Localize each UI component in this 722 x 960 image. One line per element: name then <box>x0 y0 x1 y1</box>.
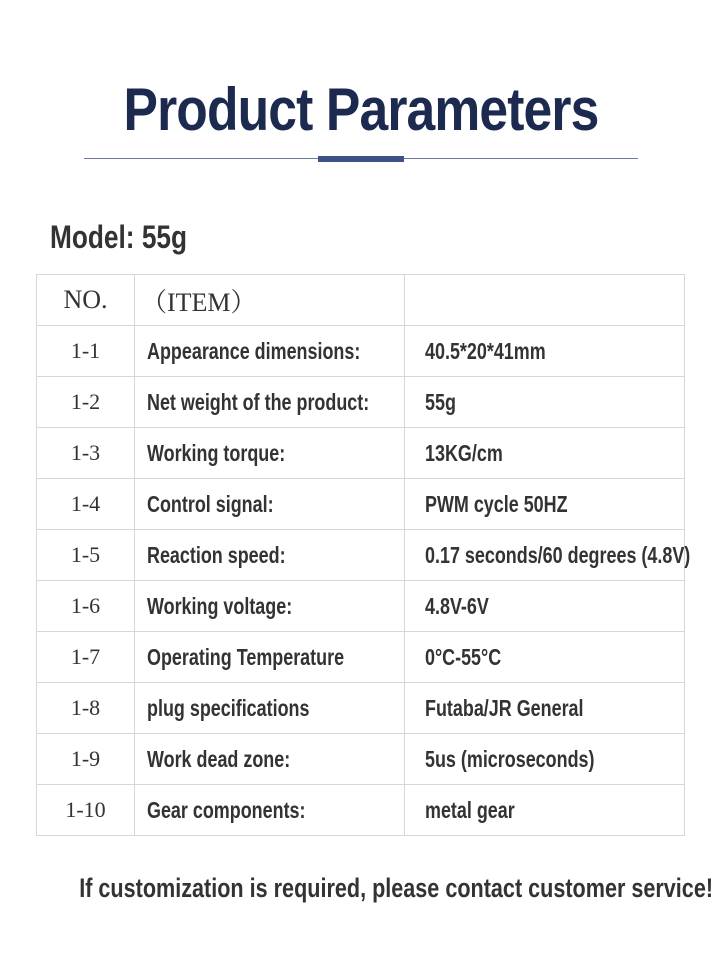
row-number: 1-1 <box>37 326 135 377</box>
table-row <box>37 632 685 683</box>
row-value: Futaba/JR General <box>425 694 584 721</box>
row-item-cell <box>135 734 405 785</box>
row-item: Control signal: <box>147 490 274 517</box>
row-item: Working voltage: <box>147 592 293 619</box>
row-value-cell <box>405 428 685 479</box>
footer-note <box>0 868 722 908</box>
row-item-cell <box>135 581 405 632</box>
row-value: 55g <box>425 388 456 415</box>
model-label: Model: 55g <box>50 219 188 255</box>
table-row <box>37 581 685 632</box>
footer-text: If customization is required, please contact customer service! <box>79 873 714 903</box>
row-number: 1-2 <box>37 377 135 428</box>
row-item: Net weight of the product: <box>147 388 370 415</box>
title-divider-accent <box>318 156 404 162</box>
row-value-cell <box>405 683 685 734</box>
page-title: Product Parameters <box>123 76 599 143</box>
row-item: Gear components: <box>147 796 306 823</box>
row-value-cell <box>405 785 685 836</box>
parameters-table <box>36 274 691 836</box>
row-number: 1-10 <box>37 785 135 836</box>
row-item: plug specifications <box>147 694 310 721</box>
row-item: Appearance dimensions: <box>147 337 361 364</box>
row-number: 1-4 <box>37 479 135 530</box>
table-row <box>37 377 685 428</box>
row-value: metal gear <box>425 796 515 823</box>
row-value-cell <box>405 530 691 581</box>
row-item-cell <box>135 785 405 836</box>
row-value: 0°C-55°C <box>425 643 502 670</box>
table-header-row <box>37 275 685 326</box>
row-item-cell <box>135 632 405 683</box>
table-row <box>37 428 685 479</box>
row-value: 0.17 seconds/60 degrees (4.8V) <box>425 541 691 568</box>
row-value-cell <box>405 632 685 683</box>
row-item-cell <box>135 326 405 377</box>
row-value-cell <box>405 581 685 632</box>
row-number: 1-6 <box>37 581 135 632</box>
table-row <box>37 530 685 581</box>
row-item: Work dead zone: <box>147 745 291 772</box>
row-value-cell <box>405 479 685 530</box>
table-row <box>37 683 685 734</box>
row-value-cell <box>405 326 685 377</box>
row-item: Working torque: <box>147 439 286 466</box>
row-item: Operating Temperature <box>147 643 345 670</box>
table-row <box>37 479 685 530</box>
table-row <box>37 326 685 377</box>
header-item: （ITEM） <box>135 275 405 326</box>
row-value-cell <box>405 377 685 428</box>
row-item-cell <box>135 683 405 734</box>
row-value: 40.5*20*41mm <box>425 337 546 364</box>
row-value-cell <box>405 734 685 785</box>
row-value: PWM cycle 50HZ <box>425 490 568 517</box>
table-row <box>37 734 685 785</box>
row-number: 1-7 <box>37 632 135 683</box>
row-item-cell <box>135 377 405 428</box>
row-number: 1-5 <box>37 530 135 581</box>
row-value: 4.8V-6V <box>425 592 489 619</box>
row-item-cell <box>135 428 405 479</box>
row-value: 13KG/cm <box>425 439 503 466</box>
row-item: Reaction speed: <box>147 541 286 568</box>
row-number: 1-3 <box>37 428 135 479</box>
row-number: 1-8 <box>37 683 135 734</box>
table-row <box>37 785 685 836</box>
row-item-cell <box>135 530 405 581</box>
row-number: 1-9 <box>37 734 135 785</box>
header-value <box>405 275 685 326</box>
header-no: NO. <box>37 275 135 326</box>
row-value: 5us (microseconds) <box>425 745 595 772</box>
row-item-cell <box>135 479 405 530</box>
